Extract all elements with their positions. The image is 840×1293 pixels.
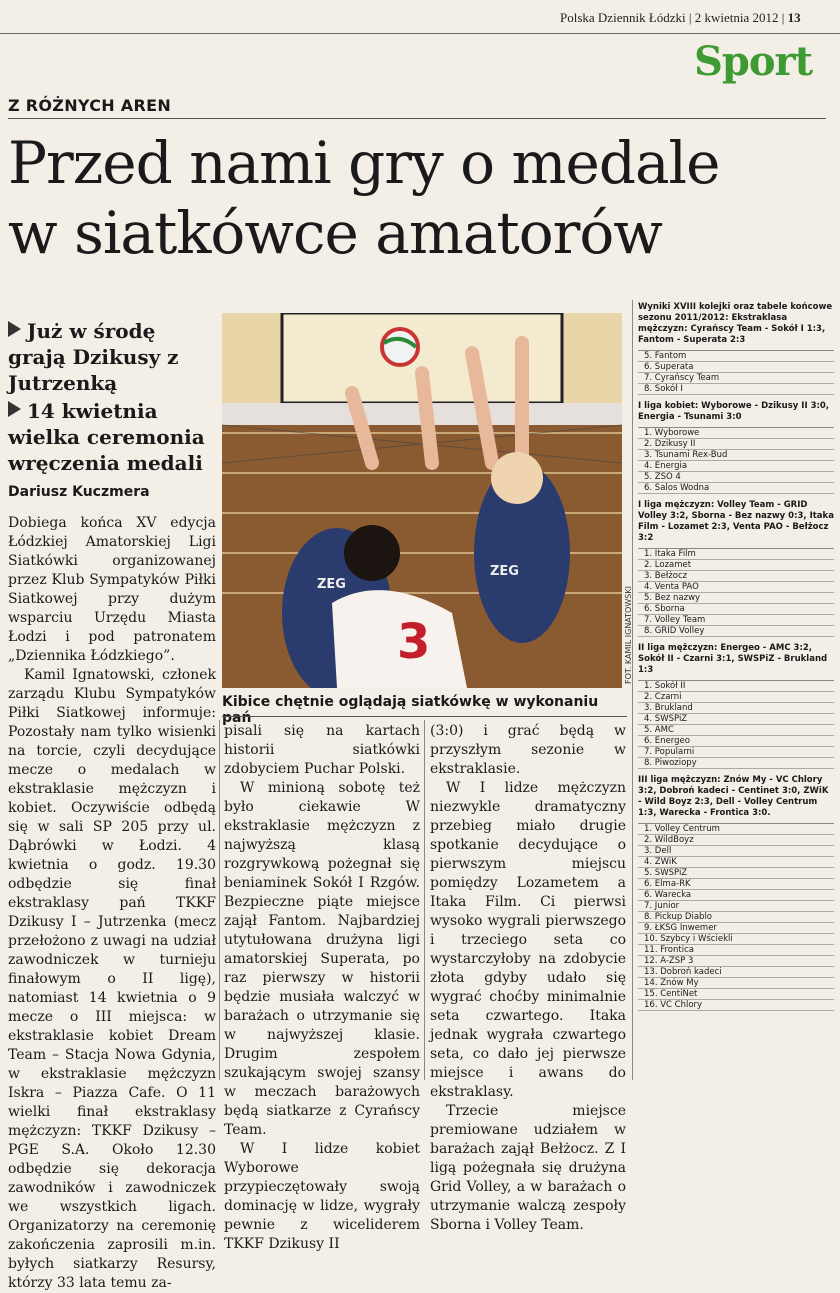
list-item: 5. Fantom	[638, 351, 834, 362]
results-text: I liga mężczyzn: Volley Team - GRID Volley 3:2, Sborna - Bez nazwy 0:3, Itaka Film - Lozamet 2:3, Venta PAO - Bełżocz 3:2	[638, 500, 834, 543]
jersey-brand: ZEG	[317, 577, 346, 592]
headline-line-1: Przed nami gry o medale	[8, 129, 720, 197]
jersey-brand: ZEG	[490, 564, 519, 579]
results-intro: Wyniki XVIII kolejki oraz tabele końcowe sezonu 2011/2012: Ekstraklasa mężczyzn: Cyrańscy Team - Sokół I 1:3, Fantom - Superata 2:3	[638, 302, 833, 345]
standings-list	[638, 823, 834, 1011]
list-item: 3. Bełżocz	[638, 571, 834, 582]
list-item: 1. Volley Centrum	[638, 824, 834, 835]
list-item: 2. Lozamet	[638, 560, 834, 571]
article-column-1	[8, 514, 216, 1291]
category-label: Z RÓŻNYCH AREN	[8, 96, 172, 115]
list-item: 7. Volley Team	[638, 615, 834, 626]
masthead: Polska Dziennik Łódzki | 2 kwietnia 2012 | 13	[560, 10, 801, 25]
list-item: 6. Sborna	[638, 604, 834, 615]
list-item: 4. SWSPiZ	[638, 714, 834, 725]
lead-2: 14 kwietnia wielka ceremonia wręczenia medali	[8, 399, 205, 475]
list-item: 7. Junior	[638, 901, 834, 912]
list-item: 7. Popularni	[638, 747, 834, 758]
list-item: 9. ŁKSG Inwemer	[638, 923, 834, 934]
jersey-number: 3	[397, 614, 431, 670]
photo-caption: Kibice chętnie oglądają siatkówkę w wykonaniu pań	[222, 694, 599, 726]
category-rule	[8, 118, 826, 119]
list-item: 8. Pickup Diablo	[638, 912, 834, 923]
list-item: 3. Brukland	[638, 703, 834, 714]
paragraph: W minioną sobotę też było ciekawie W ekstraklasie mężczyzn z najwyższą klasą rozgrywkową pożegnał się beniaminek Sokół I Rzgów. Bezpieczne piąte miejsce zajął Fantom. Najbardziej utytułowana drużyna ligi amatorskiej Superata, po raz pierwszy w historii będzie musiała walczyć w barażach o utrzymanie się w najwyższej klasie. Drugim zespołem szukającym swojej szansy w meczach barażowych będą siatkarze z Cyrańscy Team.	[224, 780, 420, 1138]
paragraph: Kamil Ignatowski, członek zarządu Klubu Sympatyków Piłki Siatkowej informuje: Pozostały nam tylko wisienki na torcie, czyli decydujące mecze o medalach w ekstraklasie mężczyzn i kobiet. Oczywiście odbędą się w sali SP 205 przy ul. Dąbrówki w Łodzi. 4 kwietnia o godz. 19.30 odbędzie się finał ekstraklasy pań TKKF Dzikusy I – Jutrzenka (mecz przełożono z uwagi na udział zawodniczek w turnieju finałowym o II ligę), natomiast 14 kwietnia o 9 mecze o III miejsca: w ekstraklasie kobiet Dream Team – Stacja Nowa Gdynia, w ekstraklasie mężczyzn Iskra – Piazza Cafe. O 11 wielki finał ekstraklasy mężczyzn: TKKF Dzikusy – PGE S.A. Około 12.30 odbędzie się dekoracja zawodników i zawodniczek we wszystkich ligach. Organizatorzy na ceremonię zakończenia zaprosili m.in. byłych siatkarzy Resursy, którzy 33 lata temu za-	[8, 667, 216, 1291]
triangle-bullet-icon	[8, 321, 21, 337]
list-item: 6. Salos Wodna	[638, 483, 834, 494]
list-item: 6. Warecka	[638, 890, 834, 901]
list-item: 4. Venta PAO	[638, 582, 834, 593]
list-item: 2. Czarni	[638, 692, 834, 703]
list-item: 8. Sokół I	[638, 384, 834, 395]
photo-credit: FOT. KAMIL IGNATOWSKI	[624, 586, 633, 684]
paragraph: pisali się na kartach historii siatkówki zdobyciem Puchar Polski.	[224, 723, 420, 777]
list-item: 12. A-ZSP 3	[638, 956, 834, 967]
list-item: 13. Dobroń kadeci	[638, 967, 834, 978]
caption-rule	[222, 716, 627, 717]
list-item: 2. WildBoyz	[638, 835, 834, 846]
lead-1: Już w środę grają Dzikusy z Jutrzenką	[8, 319, 179, 395]
column-divider	[219, 720, 220, 1080]
standings-list	[638, 427, 834, 494]
column-divider	[424, 720, 425, 1080]
headline	[8, 128, 828, 268]
article-column-2	[224, 722, 420, 1252]
list-item: 1. Itaka Film	[638, 549, 834, 560]
list-item: 5. AMC	[638, 725, 834, 736]
page-number: 13	[787, 10, 801, 25]
author-byline: Dariusz Kuczmera	[8, 484, 150, 500]
headline-line-2: w siatkówce amatorów	[8, 199, 662, 267]
list-item: 14. Znów My	[638, 978, 834, 989]
section-label: Sport	[694, 38, 813, 85]
results-text: III liga mężczyzn: Znów My - VC Chlory 3:2, Dobroń kadeci - Centinet 3:0, ZWiK - Wild Boyz 2:3, Dell - Volley Centrum 1:3, Warecka - Frontica 3:0.	[638, 775, 829, 818]
list-item: 3. Tsunami Rex-Bud	[638, 450, 834, 461]
standings-list	[638, 350, 834, 395]
paper-name: Polska Dziennik Łódzki	[560, 10, 686, 25]
paragraph: Trzecie miejsce premiowane udziałem w barażach zajął Bełżocz. Z I ligą pożegnała się drużyna Grid Volley, a w barażach o utrzymanie walczą zespoły Sborna i Volley Team.	[430, 1103, 626, 1233]
list-item: 6. Superata	[638, 362, 834, 373]
triangle-bullet-icon	[8, 401, 21, 417]
sidebar-divider	[632, 300, 633, 1080]
paragraph: (3:0) i grać będą w przyszłym sezonie w ekstraklasie.	[430, 723, 626, 777]
list-item: 16. VC Chlory	[638, 1000, 834, 1011]
standings-list	[638, 680, 834, 769]
article-column-3	[430, 722, 626, 1233]
paragraph: Dobiega końca XV edycja Łódzkiej Amatorskiej Ligi Siatkówki organizowanej przez Klub Sympatyków Piłki Siatkowej przy dużym wsparciu Urzędu Miasta Łodzi i pod patronatem „Dziennika Łódzkiego”.	[8, 515, 216, 664]
list-item: 6. Energeo	[638, 736, 834, 747]
list-item: 1. Wyborowe	[638, 428, 834, 439]
list-item: 4. ZWiK	[638, 857, 834, 868]
volleyball-photo	[222, 313, 622, 688]
list-item: 10. Szybcy i Wściekli	[638, 934, 834, 945]
list-item: 8. Piwoziopy	[638, 758, 834, 769]
standings-list	[638, 548, 834, 637]
list-item: 1. Sokół II	[638, 681, 834, 692]
list-item: 2. Dzikusy II	[638, 439, 834, 450]
photo-illustration	[222, 313, 622, 688]
paragraph: W I lidze mężczyzn niezwykle dramatyczny przebieg miało drugie spotkanie decydujące o pierwszym miejscu pomiędzy Lozametem a Itaka Film. Ci pierwsi wysoko wygrali pierwszego i trzeciego seta co wystarczyłoby na zdobycie złota gdyby udało się wygrać choćby minimalnie seta czwartego. Itaka jednak wygrała czwartego seta, co dało jej pierwsze miejsce i awans do ekstraklasy.	[430, 780, 626, 1100]
list-item: 5. Bez nazwy	[638, 593, 834, 604]
list-item: 5. ZSO 4	[638, 472, 834, 483]
list-item: 11. Frontica	[638, 945, 834, 956]
top-rule	[0, 33, 840, 34]
issue-date: 2 kwietnia 2012	[694, 10, 779, 25]
list-item: 3. Dell	[638, 846, 834, 857]
results-text: II liga mężczyzn: Energeo - AMC 3:2, Sokół II - Czarni 3:1, SWSPiZ - Brukland 1:3	[638, 643, 828, 675]
list-item: 8. GRID Volley	[638, 626, 834, 637]
paragraph: W I lidze kobiet Wyborowe przypieczętowały swoją dominację w lidze, wygrały pewnie z wiceliderem TKKF Dzikusy II	[224, 1141, 420, 1252]
list-item: 7. Cyrańscy Team	[638, 373, 834, 384]
list-item: 4. Energia	[638, 461, 834, 472]
results-sidebar	[638, 302, 834, 1017]
list-item: 5. SWSPiZ	[638, 868, 834, 879]
list-item: 6. Elma-RK	[638, 879, 834, 890]
results-text: I liga kobiet: Wyborowe - Dzikusy II 3:0, Energia - Tsunami 3:0	[638, 401, 830, 422]
list-item: 15. CentiNet	[638, 989, 834, 1000]
